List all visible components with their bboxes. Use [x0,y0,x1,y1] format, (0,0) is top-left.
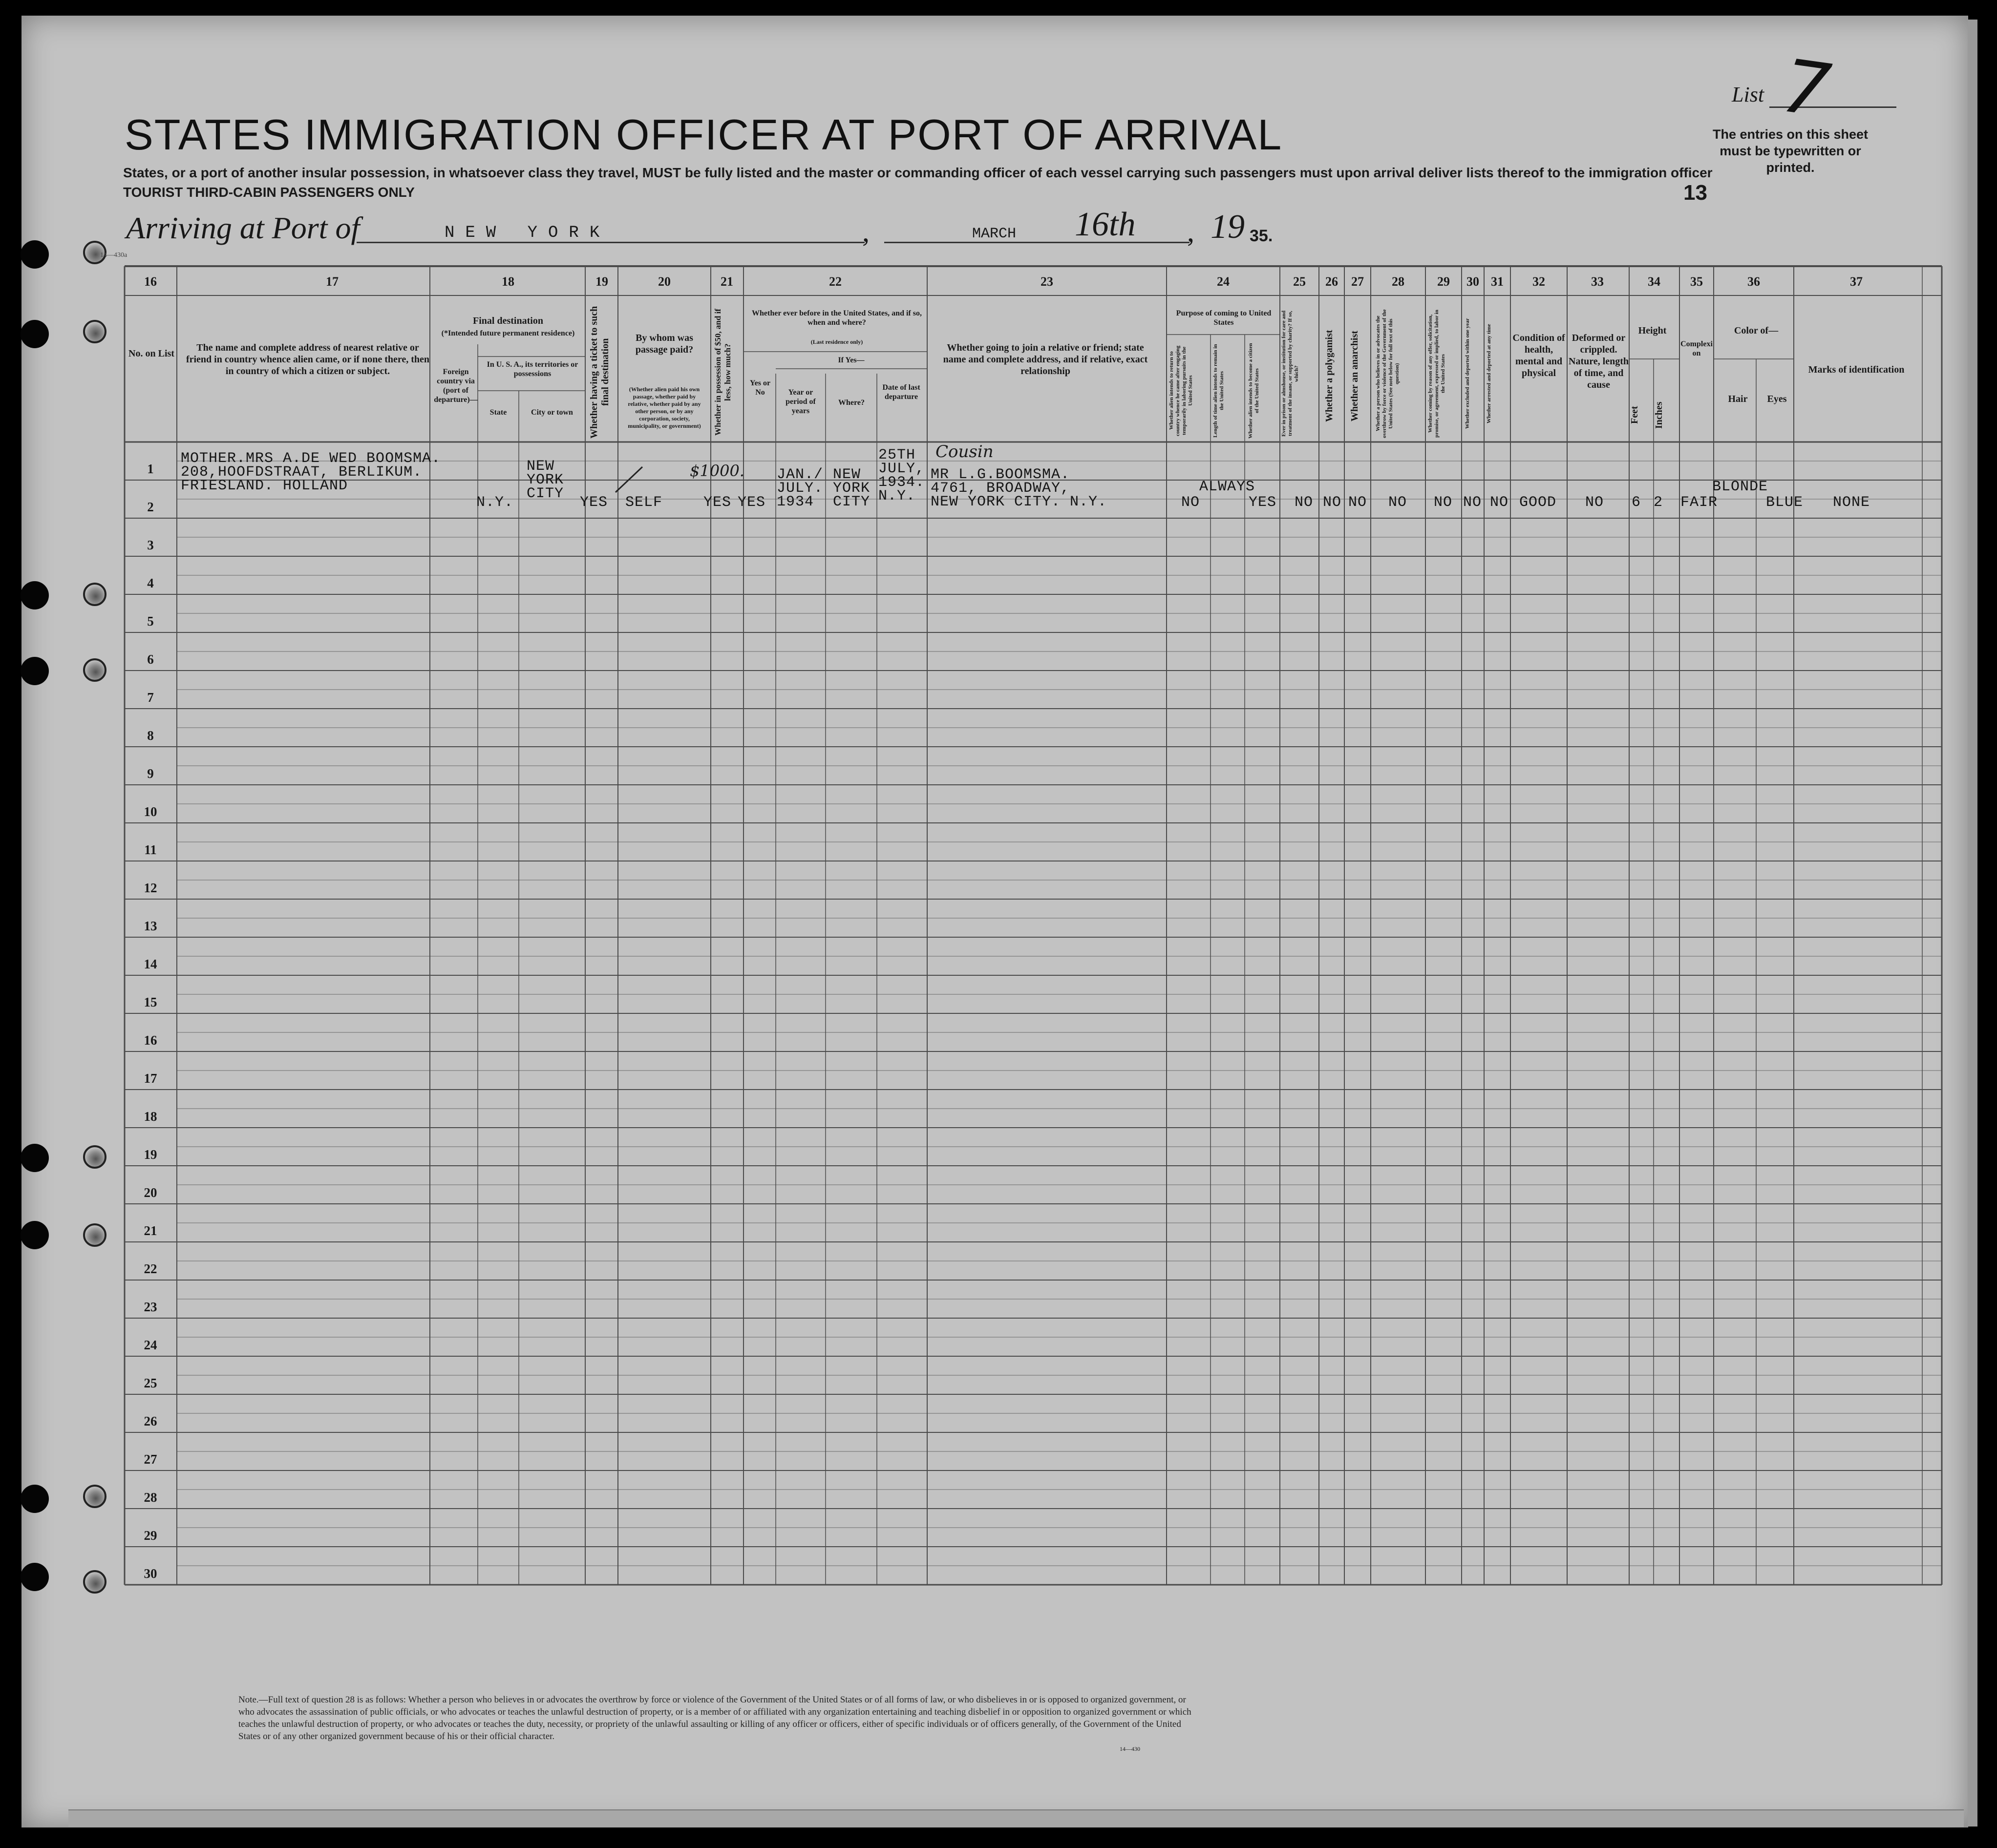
header-hair: Hair [1728,394,1748,404]
form-code-bottom: 14—430 [1120,1745,1140,1752]
feet-value: 6 [1632,494,1641,511]
intro-text: States, or a port of another insular possession, in whatsoever class they travel, MUST be fully listed and the master or commanding officer of each vessel carrying such passengers must upon arrival deliver lists thereof to the immigration officer [123,165,1713,180]
column-number: 37 [1850,274,1863,289]
header-period: Year or period of years [786,388,816,415]
marks-value: NONE [1833,494,1870,511]
header-overthrow: Whether a person who believes in or advocates the overthrow by force or violence of the Government of the United States (See note below for full text of this question) [1375,309,1400,438]
header-health: Condition of health, mental and physical [1512,333,1565,378]
header-polygamist: Whether a polygamist [1324,330,1335,422]
destination-city-line: YORK [527,472,564,488]
where-line: NEW [833,466,861,483]
departure-line: 1934. [878,474,925,491]
header-ever-in-us-sub: (Last residence only) [810,338,863,345]
ever-in-us-value: YES [738,494,766,511]
inches-value: 2 [1654,494,1663,511]
relative-address-line: MOTHER.MRS A.DE WED BOOMSMA. [181,450,441,467]
header-length-stay: Length of time alien intends to remain in the United States [1212,344,1225,438]
row-number: 23 [144,1300,157,1314]
header-deported: Whether arrested and deported at any time [1486,324,1492,423]
row-number: 22 [144,1261,157,1276]
health-value: GOOD [1519,494,1557,511]
header-join-relative: Whether going to join a relative or friend; state name and complete address, and if relative, exact relationship [943,342,1148,377]
where-line: CITY [833,494,871,510]
header-final-destination-sub: (*Intended future permanent residence) [441,329,575,337]
row-number: 11 [144,842,157,857]
anarchist-value: NO [1348,494,1367,511]
header-return-intent: Whether alien intends to return to country whence he came after engaging temporarily in laboring pursuits in the United States [1168,345,1193,436]
column-number: 30 [1466,274,1479,289]
relative-address-line: FRIESLAND. HOLLAND [181,478,348,494]
header-no-on-list: No. on List [128,348,174,359]
period-line: JAN./ [777,466,824,483]
row-number: 3 [147,538,154,552]
footnote: Note.—Full text of question 28 is as follows: Whether a person who believes in or advocates the overthrow by force or violence of the Government of the United States or of all forms of law, or who disbelieves in or is opposed to organized government, or who advocates the assassination of public officials, or who advocates or teaches the unlawful destruction of property, or is a member of or affiliated with any organization entertaining and teaching disbelief in or opposition to organized government or which teaches the unlawful destruction of property, or who advocates or teaches the duty, necessity, or propriety of the unlawful assaulting or killing of any officer or officers, either of specific individuals or of officers generally, of the Government of the United States or of any other organized government because of his or their official character. [238,1695,1191,1742]
passage-paid-value: SELF [625,494,663,511]
header-prison: Ever in prison or almshouse, or institution for care and treatment of the insane, or supported by charity? If so, which? [1281,310,1299,437]
list-label: List [1732,83,1764,106]
header-where: Where? [838,399,865,407]
destination-state: N.Y. [476,494,514,511]
header-deformed: Deformed or crippled. Nature, length of time, and cause [1569,333,1629,390]
row-number: 6 [147,652,154,667]
row-number: 7 [147,690,154,705]
header-passage-paid-sub: (Whether alien paid his own passage, whether paid by relative, whether paid by any other person, or by any corporation, society, municipality, or government) [628,386,701,429]
header-complexion: Complexion [1680,340,1713,357]
row-number: 21 [144,1223,157,1238]
header-city: City or town [531,408,573,417]
column-number: 19 [595,274,608,289]
header-state: State [489,408,507,417]
column-number: 33 [1591,274,1604,289]
year-prefix: 19 [1211,208,1245,246]
column-number: 21 [721,274,733,289]
header-relative-address: The name and complete address of nearest relative or friend in country whence alien came, or if none there, then in country of which a citizen or subject. [186,342,430,377]
citizen-intent-value: YES [1249,494,1277,511]
header-inches: Inches [1654,401,1664,429]
row-number: 9 [147,766,154,781]
overthrow-value: NO [1388,494,1407,511]
port-value: NEW YORK [445,224,611,242]
join-line: NEW YORK CITY. N.Y. [931,494,1107,510]
row-number: 16 [144,1033,157,1048]
header-in-usa: In U. S. A., its territories or possessions [487,360,578,378]
column-number: 23 [1041,274,1053,289]
header-ever-in-us: Whether ever before in the United States, and if so, when and where? [752,309,922,327]
money-handwritten: $1000. [690,462,744,480]
row-number: 28 [144,1490,157,1505]
destination-city-line: CITY [527,485,564,502]
header-purpose: Purpose of coming to United States [1176,309,1272,327]
join-handwritten: Cousin [935,442,994,462]
length-stay-value: ALWAYS [1199,479,1255,495]
row-number: 8 [147,728,154,743]
where-line: YORK [833,480,871,497]
row-number: 18 [144,1109,157,1124]
row-number: 12 [144,881,157,895]
year-suffix: 35. [1250,227,1273,245]
column-number: 22 [829,274,842,289]
column-number: 18 [502,274,514,289]
period-line: 1934 [777,494,814,510]
row-number: 29 [144,1528,157,1543]
header-foreign-country: Foreign country via (port of departure)— [434,368,478,404]
column-number: 32 [1532,274,1545,289]
header-marks: Marks of identification [1808,364,1905,375]
passenger-class-text: TOURIST THIRD-CABIN PASSENGERS ONLY [123,185,415,200]
departure-line: N.Y. [878,488,916,504]
departure-line: 25TH [878,447,916,463]
relative-address-line: 208,HOOFDSTRAAT, BERLIKUM. [181,464,423,481]
return-intent-value: NO [1181,494,1200,511]
row-number: 15 [144,995,157,1009]
day-value: 16th [1075,206,1136,243]
row-number: 24 [144,1338,157,1352]
prison-value: NO [1295,494,1314,511]
header-anarchist: Whether an anarchist [1349,331,1360,421]
header-color-of: Color of— [1734,325,1779,336]
row-number: 27 [144,1452,157,1467]
column-number: 25 [1293,274,1306,289]
header-citizen-intent: Whether alien intends to become a citizen of the United States [1248,343,1260,439]
header-ticket: Whether having a ticket to such final destination [589,306,611,439]
row-number: 19 [144,1147,157,1162]
header-height: Height [1638,325,1667,336]
hair-value: BLONDE [1712,479,1768,495]
entries-note: The entries on this sheet must be typewritten or printed. [1712,127,1869,175]
header-last-departure: Date of last departure [882,383,920,401]
join-line: MR L.G.BOOMSMA. [931,466,1070,483]
header-yes-no: Yes or No [749,379,771,397]
money-value: YES [703,494,732,511]
polygamist-value: NO [1323,494,1342,511]
header-passage-paid: By whom was passage paid? [635,333,694,355]
labor-offer-value: NO [1434,494,1453,511]
column-number: 17 [326,274,339,289]
row-number: 4 [147,576,154,590]
column-number: 34 [1648,274,1660,289]
row-number: 25 [144,1376,157,1390]
deported-value: NO [1490,494,1509,511]
header-labor-offer: Whether coming by reason of any offer, solicitation, promise, or agreement, expressed or implied, to labor in the United States [1427,310,1446,438]
column-number: 26 [1325,274,1338,289]
row-number: 20 [144,1185,157,1200]
ticket-value: YES [580,494,608,511]
row-number: 5 [147,614,154,629]
header-feet: Feet [1629,406,1640,424]
separator: , [1187,215,1194,248]
row-number: 14 [144,957,157,971]
header-final-destination: Final destination [473,315,543,326]
column-number: 29 [1437,274,1450,289]
column-number: 24 [1217,274,1230,289]
row-number: 26 [144,1414,157,1428]
row-number: 10 [144,804,157,819]
month-value: MARCH [972,226,1017,242]
column-number: 35 [1690,274,1703,289]
column-number: 20 [658,274,671,289]
header-money: Whether in possession of $50, and if less, how much? [713,309,732,436]
destination-city-line: NEW [527,458,555,475]
page-title: STATES IMMIGRATION OFFICER AT PORT OF ARRIVAL [125,110,1283,159]
join-line: 4761, BROADWAY, [931,480,1070,497]
period-line: JULY. [777,480,824,497]
complexion-value: FAIR [1680,494,1718,511]
list-number: 7 [1777,43,1836,134]
row-number: 2 [147,500,154,514]
column-number: 31 [1491,274,1504,289]
deformed-value: NO [1585,494,1604,511]
sheet-number: 13 [1683,181,1707,205]
departure-line: JULY, [878,461,925,477]
column-number: 16 [144,274,157,289]
row-number: 1 [147,462,154,476]
row-number: 30 [144,1566,157,1581]
row-number: 13 [144,919,157,933]
column-number: 27 [1351,274,1364,289]
header-excluded: Whether excluded and deported within one year [1465,318,1470,429]
excluded-value: NO [1463,494,1482,511]
eyes-value: BLUE [1766,494,1804,511]
row-number: 17 [144,1071,157,1086]
separator: , [862,215,870,248]
arriving-label: Arriving at Port of [126,210,360,245]
form-code: 14—430a [100,252,127,259]
passage-check-mark [613,463,647,497]
header-if-yes: If Yes— [838,356,865,364]
column-number: 36 [1747,274,1760,289]
header-eyes: Eyes [1767,394,1787,404]
column-number: 28 [1392,274,1404,289]
